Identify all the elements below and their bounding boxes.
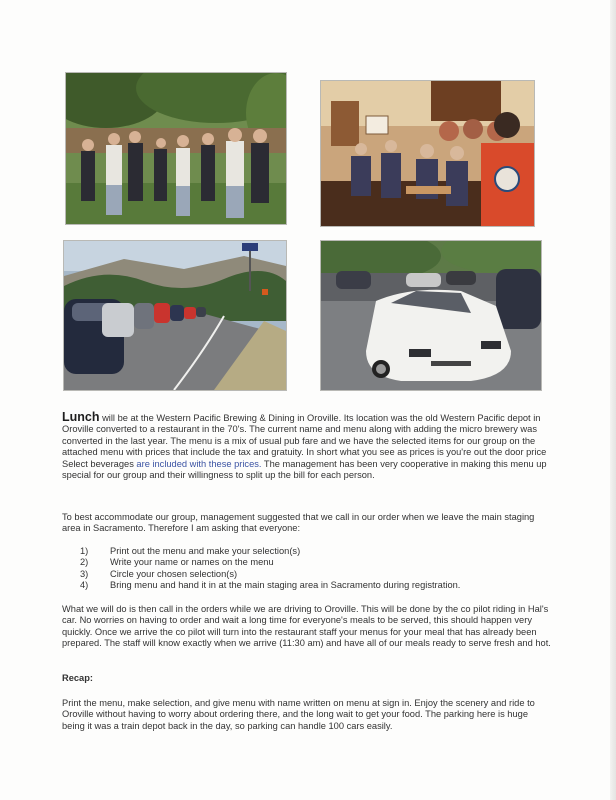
step-number: 4) bbox=[80, 580, 89, 591]
step-item bbox=[80, 546, 520, 557]
recap-heading: Recap: bbox=[62, 673, 94, 683]
step-item bbox=[80, 580, 520, 591]
step-text: Print out the menu and make your selection(s) bbox=[110, 546, 301, 556]
step-number: 2) bbox=[80, 557, 89, 568]
photo-cars-on-road bbox=[63, 240, 287, 391]
recap-paragraph: Print the menu, make selection, and give menu with name written on menu at sign in. Enjoy the scenery and ride to Oroville without having to worry about ordering there, and the long wait to get your food. The parking here is huge being it was a train depot back in the day, so parking can handle 100 cars easily. bbox=[62, 698, 535, 731]
steps-list bbox=[80, 546, 520, 592]
lunch-text-part1: will be at the Western Pacific Brewing & Dining in Oroville. Its location was the old Western Pacific depot in Oroville converted to a restaurant in the 70's. The current name and menu along with adding the micro brewery was converted in the last year. The menu is a mix of usual pub fare and we have the selected items for our group on the attached menu with prices that include the tax and gratuity. In short what you see as prices is you're out the door price Select beverages bbox=[62, 413, 547, 469]
lunch-text-part2: The management has been very cooperative in making this menu up special for our group and their willingness to split up the bill for each person. bbox=[62, 458, 547, 481]
page-edge bbox=[610, 0, 616, 800]
step-text: Bring menu and hand it in at the main staging area in Sacramento during registration. bbox=[110, 580, 461, 591]
step-number: 1) bbox=[80, 546, 89, 556]
photo-restaurant-interior bbox=[320, 80, 535, 227]
photo-white-sports-car bbox=[320, 240, 542, 391]
lunch-lead-word: Lunch bbox=[62, 410, 100, 424]
lunch-paragraph bbox=[62, 412, 552, 481]
step-item bbox=[80, 569, 520, 580]
ordering-paragraph: What we will do is then call in the orders while we are driving to Oroville. This will be done by the co pilot riding in Hal's car. No worries on having to order and wait a long time for everyone's meals to be served, this should happen very quickly. Once we arrive the co pilot will turn into the restaurant staff your menus for your meal that has already been prepared. The staff will know exactly when we arrive (11:30 am) and have all of our meals ready to serve fresh and hot. bbox=[62, 604, 551, 649]
step-text: Circle your chosen selection(s) bbox=[110, 568, 238, 579]
lunch-text-blue: are included with these prices. bbox=[136, 458, 262, 469]
step-item bbox=[80, 557, 520, 568]
accommodate-paragraph: To best accommodate our group, management suggested that we call in our order when we leave the main staging area in Sacramento. Therefore I am asking that everyone: bbox=[62, 512, 535, 534]
step-number: 3) bbox=[80, 568, 89, 579]
photo-crowd-outdoors bbox=[65, 72, 287, 225]
step-text: Write your name or names on the menu bbox=[110, 557, 274, 568]
